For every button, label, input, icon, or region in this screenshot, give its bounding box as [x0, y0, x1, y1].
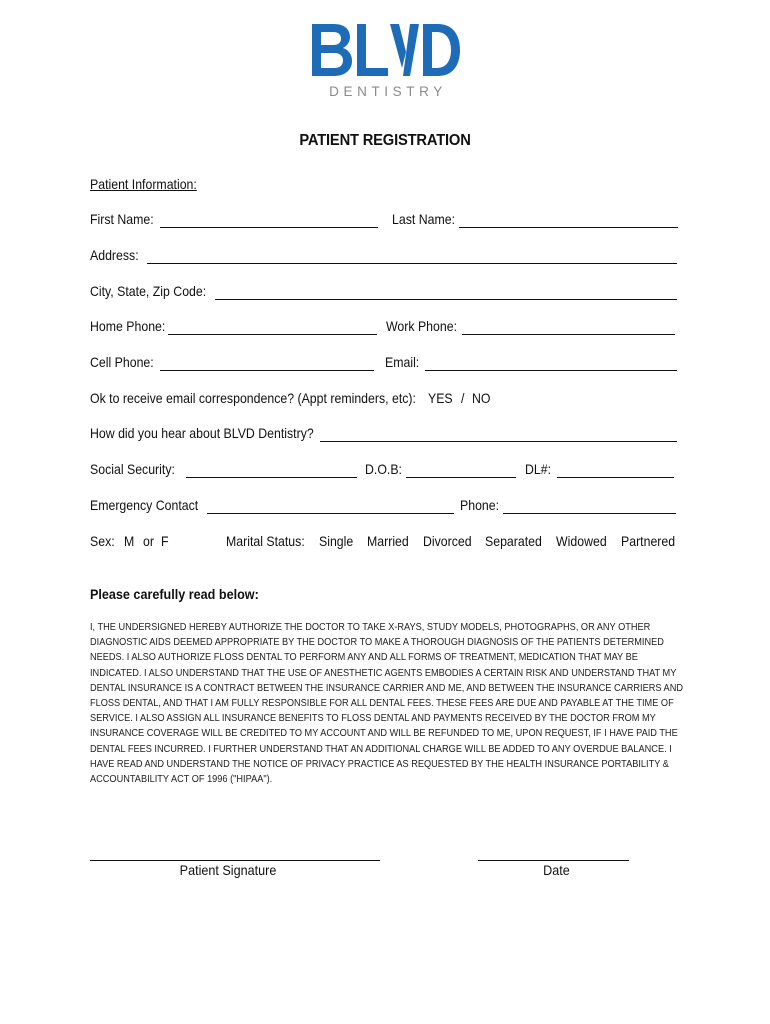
email-field[interactable] [425, 370, 677, 371]
marital-status-label: Marital Status: [226, 533, 305, 549]
last-name-label: Last Name: [392, 211, 456, 227]
sex-label: Sex: [90, 533, 115, 549]
emergency-contact-label: Emergency Contact [90, 497, 199, 513]
email-label: Email: [385, 354, 420, 370]
emergency-phone-label: Phone: [460, 497, 500, 513]
emergency-contact-field[interactable] [207, 513, 454, 514]
marital-option-separated[interactable]: Separated [485, 533, 542, 549]
email-consent-separator: / [461, 390, 465, 406]
email-consent-yes[interactable]: YES [428, 390, 453, 406]
sex-option-f[interactable]: F [161, 533, 169, 549]
home-phone-field[interactable] [168, 334, 377, 335]
logo-subtitle: DENTISTRY [329, 84, 447, 99]
dl-label: DL#: [525, 461, 552, 477]
marital-option-single[interactable]: Single [319, 533, 354, 549]
referral-label: How did you hear about BLVD Dentistry? [90, 425, 314, 441]
read-below-heading: Please carefully read below: [90, 586, 259, 602]
emergency-phone-field[interactable] [503, 513, 676, 514]
referral-field[interactable] [320, 441, 677, 442]
sex-or: or [143, 533, 154, 549]
email-consent-question: Ok to receive email correspondence? (Appt reminders, etc): [90, 390, 416, 406]
home-phone-label: Home Phone: [90, 318, 166, 334]
address-field[interactable] [147, 263, 677, 264]
cell-phone-label: Cell Phone: [90, 354, 154, 370]
dob-field[interactable] [406, 477, 516, 478]
blvd-logo-mark [312, 22, 460, 82]
marital-option-partnered[interactable]: Partnered [621, 533, 676, 549]
work-phone-label: Work Phone: [386, 318, 457, 334]
first-name-label: First Name: [90, 211, 154, 227]
address-label: Address: [90, 247, 139, 263]
blvd-dentistry-logo [312, 22, 460, 104]
marital-option-divorced[interactable]: Divorced [423, 533, 472, 549]
section-label: Patient Information: [90, 176, 197, 192]
consent-legal-text: I, THE UNDERSIGNED HEREBY AUTHORIZE THE DOCTOR TO TAKE X-RAYS, STUDY MODELS, PHOTOGRAPHS, OR ANY OTHER DIAGNOSTIC AIDS DEEMED APPROPRIATE BY THE DOCTOR TO MAKE A THOROUGH DIAGNOSIS OF THE PATIENTS DETERMINED NEEDS. I ALSO AUTHORIZE FLOSS DENTAL TO PERFORM ANY AND ALL FORMS OF TREATMENT, MEDICATION THAT MAY BE INDICATED. I ALSO UNDERSTAND THAT THE USE OF ANESTHETIC AGENTS EMBODIES A CERTAIN RISK AND UNDERSTAND THAT MY DENTAL INSURANCE IS A CONTRACT BETWEEN THE INSURANCE CARRIER AND ME, AND BETWEEN THE INSURANCE CARRIERS AND FLOSS DENTAL, AND THAT I AM FULLY RESPONSIBLE FOR ALL DENTAL FEES. THESE FEES ARE DUE AND PAYABLE AT THE TIME OF SERVICE. I ALSO ASSIGN ALL INSURANCE BENEFITS TO FLOSS DENTAL AND PAYMENTS RECEIVED BY THE DOCTOR FROM MY INSURANCE COVERAGE WILL BE CREDITED TO MY ACCOUNT AND WILL BE REFUNDED TO ME, UPON REQUEST, IF I HAVE PAID THE DENTAL FEES INCURRED. I FURTHER UNDERSTAND THAT AN ADDITIONAL CHARGE WILL BE ADDED TO ANY OVERDUE BALANCE. I HAVE READ AND UNDERSTAND THE NOTICE OF PRIVACY PRACTICE AS REQUESTED BY THE HEALTH INSURANCE PORTABILITY & ACCOUNTABILITY ACT OF 1996 ("HIPAA"). [90, 622, 683, 786]
date-label: Date [543, 862, 570, 878]
ssn-label: Social Security: [90, 461, 175, 477]
last-name-field[interactable] [459, 227, 678, 228]
page-title: PATIENT REGISTRATION [299, 132, 471, 149]
dob-label: D.O.B: [365, 461, 402, 477]
work-phone-field[interactable] [462, 334, 675, 335]
city-state-zip-label: City, State, Zip Code: [90, 283, 207, 299]
first-name-field[interactable] [160, 227, 378, 228]
sex-option-m[interactable]: M [124, 533, 135, 549]
ssn-field[interactable] [186, 477, 357, 478]
cell-phone-field[interactable] [160, 370, 374, 371]
marital-option-married[interactable]: Married [367, 533, 409, 549]
marital-option-widowed[interactable]: Widowed [556, 533, 607, 549]
patient-signature-label: Patient Signature [179, 862, 277, 878]
date-signature-line[interactable] [478, 860, 629, 861]
email-consent-no[interactable]: NO [472, 390, 491, 406]
dl-field[interactable] [557, 477, 674, 478]
patient-signature-line[interactable] [90, 860, 380, 861]
city-state-zip-field[interactable] [215, 299, 677, 300]
